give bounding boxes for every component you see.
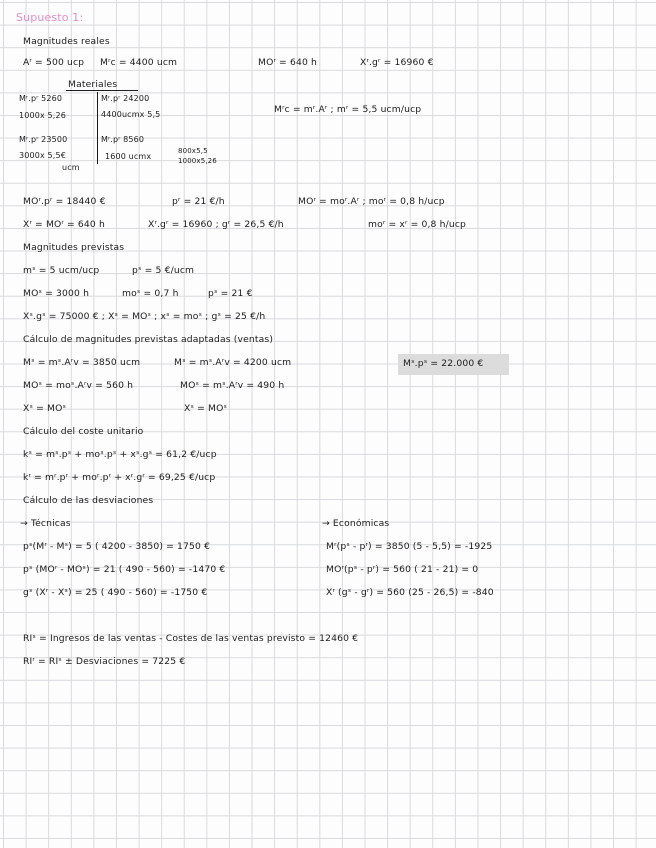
mat-right-6: 1000x5,26 [178,157,217,165]
tecnicas-row-1: pˢ(Mʳ - Mˢ) = 5 ( 4200 - 3850) = 1750 € [23,541,211,552]
economicas-heading: → Económicas [322,518,390,529]
economicas-row-2: MOʳ(pˢ - pʳ) = 560 ( 21 - 21) = 0 [326,564,479,575]
mo-line1-c: MOʳ = moʳ.Aʳ ; moʳ = 0,8 h/ucp [298,196,445,207]
economicas-row-1: Mʳ(pˢ - pʳ) = 3850 (5 - 5,5) = -1925 [326,541,493,552]
previstas-1b: pˢ = 5 €/ucm [132,265,195,276]
section-heading-previstas: Magnitudes previstas [23,242,125,253]
adaptadas-2b: MOˢ = mˢ.Aʳv = 490 h [180,380,285,391]
reales-d: Xʳ.gʳ = 16960 € [360,57,434,68]
mat-left-5: ucm [62,163,80,172]
mat-right-5: 800x5,5 [178,147,208,155]
reales-a: Aʳ = 500 ucp [23,57,85,68]
mo-line1-a: MOʳ.pʳ = 18440 € [23,196,106,207]
section-heading-adaptadas: Cálculo de magnitudes previstas adaptadas (ventas) [23,334,274,345]
mo-line2-a: Xʳ = MOʳ = 640 h [23,219,105,230]
mat-left-2: 1000x 5,26 [19,111,66,120]
reales-b: Mʳc = 4400 ucm [100,57,178,68]
coste-previsto: kˢ = mˢ.pˢ + moˢ.pˢ + xˢ.gˢ = 61,2 €/ucp [23,449,217,460]
mat-right-2: 4400ucmx 5,5 [101,110,161,119]
section-heading-reales: Magnitudes reales [23,36,110,47]
economicas-row-3: Xʳ (gˢ - gʳ) = 560 (25 - 26,5) = -840 [326,587,494,598]
reales-c: MOʳ = 640 h [258,57,318,68]
tecnicas-row-2: pˢ (MOʳ - MOˢ) = 21 ( 490 - 560) = -1470 € [23,564,226,575]
materiales-underline [66,90,138,91]
adaptadas-1b: Mˢ = mˢ.Aʳv = 4200 ucm [174,357,292,368]
mat-left-1: Mʳ.pʳ 5260 [19,94,63,103]
mo-line2-b: Xʳ.gʳ = 16960 ; gʳ = 26,5 €/h [148,219,284,230]
previstas-2b: moˢ = 0,7 h [122,288,179,299]
previstas-3a: Xˢ.gˢ = 75000 € ; Xˢ = MOˢ ; xˢ = moˢ ; gˢ = 25 €/h [23,311,266,322]
previstas-2c: pˢ = 21 € [208,288,253,299]
adaptadas-1c: Mˢ.pˢ = 22.000 € [403,358,484,369]
mat-left-4: 3000x 5,5€ [19,151,66,160]
adaptadas-3a: Xˢ = MOˢ [23,403,67,414]
materiales-heading: Materiales [68,79,118,90]
adaptadas-1a: Mˢ = mˢ.Aʳv = 3850 ucm [23,357,141,368]
previstas-2a: MOˢ = 3000 h [23,288,90,299]
resultado-previsto: RIˢ = Ingresos de las ventas - Costes de las ventas previsto = 12460 € [23,633,359,644]
coste-real: kʳ = mʳ.pʳ + moʳ.pʳ + xʳ.gʳ = 69,25 €/ucp [23,472,216,483]
resultado-real: RIʳ = RIˢ ± Desviaciones = 7225 € [23,656,186,667]
section-heading-coste: Cálculo del coste unitario [23,426,144,437]
mo-line2-c: moʳ = xʳ = 0,8 h/ucp [368,219,466,230]
adaptadas-2a: MOˢ = moˢ.Aʳv = 560 h [23,380,134,391]
page-title: Supuesto 1: [16,11,84,24]
mat-right-1: Mʳ.pʳ 24200 [101,94,150,103]
mo-line1-b: pʳ = 21 €/h [172,196,225,207]
tecnicas-heading: → Técnicas [20,518,71,529]
mat-right-4: 1600 ucmx [105,152,152,161]
section-heading-desviaciones: Cálculo de las desviaciones [23,495,154,506]
mat-left-3: Mʳ.pʳ 23500 [19,135,68,144]
previstas-1a: mˢ = 5 ucm/ucp [23,265,100,276]
materiales-divider [97,92,98,164]
mat-right-3: Mʳ.pʳ 8560 [101,135,145,144]
adaptadas-3b: Xˢ = MOˢ [184,403,228,414]
tecnicas-row-3: gˢ (Xʳ - Xˢ) = 25 ( 490 - 560) = -1750 € [23,587,208,598]
materiales-formula: Mʳc = mʳ.Aʳ ; mʳ = 5,5 ucm/ucp [274,104,422,115]
